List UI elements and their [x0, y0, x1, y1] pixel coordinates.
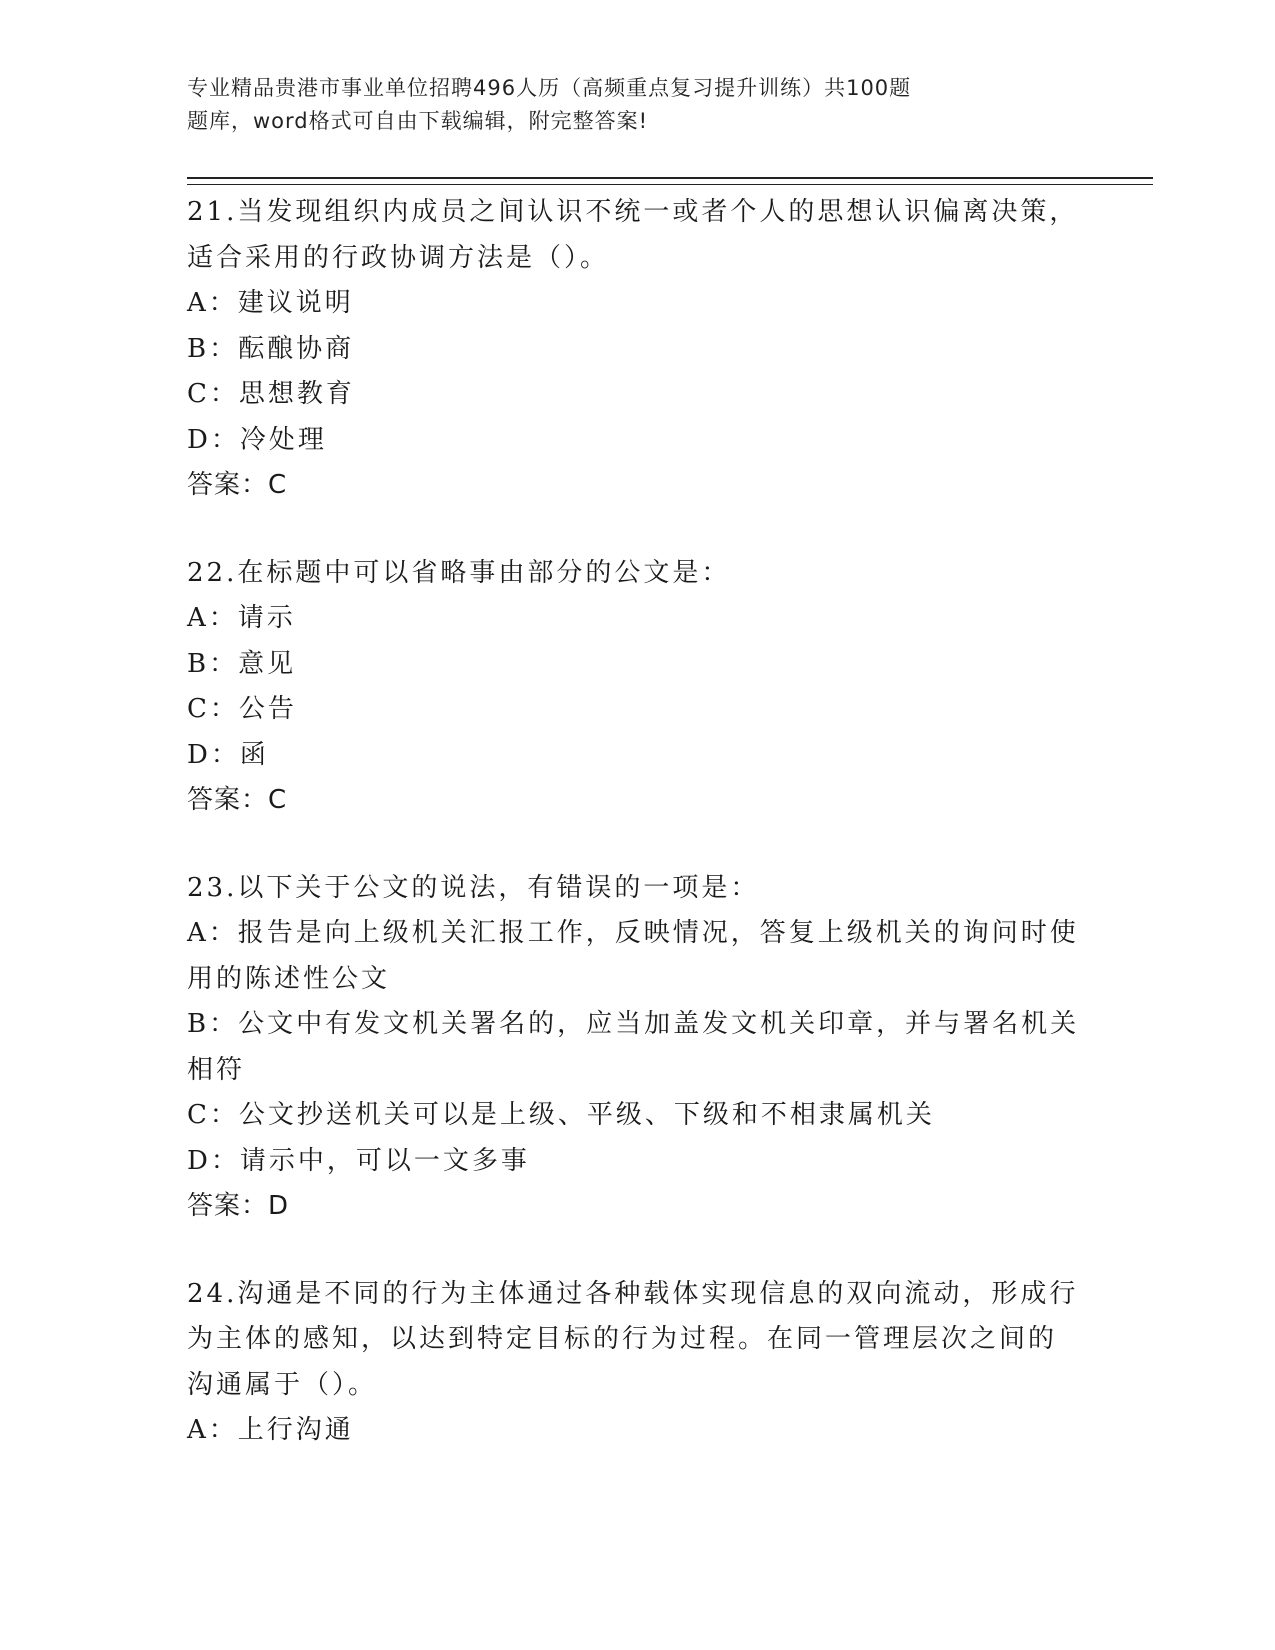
option-b: B：酝酿协商	[187, 333, 355, 364]
document-header	[187, 72, 1047, 138]
option-c: C：思想教育	[187, 379, 355, 409]
question-stem: 适合采用的行政协调方法是（）。	[187, 242, 610, 273]
question-list	[187, 190, 1087, 1454]
question-stem: 22.在标题中可以省略事由部分的公文是：	[187, 557, 731, 588]
answer: 答案：C	[187, 785, 288, 815]
option-c: C：公文抄送机关可以是上级、平级、下级和不相隶属机关	[187, 1100, 935, 1130]
question-21	[187, 190, 1087, 509]
question-stem: 21.当发现组织内成员之间认识不统一或者个人的思想认识偏离决策，	[187, 197, 1079, 227]
option-a: A：报告是向上级机关汇报工作，反映情况，答复上级机关的询问时使	[187, 918, 1079, 948]
header-divider-thick	[187, 177, 1153, 179]
header-line-1: 专业精品贵港市事业单位招聘496人历（高频重点复习提升训练）共100题	[187, 76, 912, 100]
option-a: A：上行沟通	[187, 1415, 354, 1445]
option-a: A：建议说明	[187, 288, 354, 318]
option-b-continued: 相符	[187, 1054, 246, 1085]
option-b: B：意见	[187, 648, 297, 679]
question-stem: 23.以下关于公文的说法，有错误的一项是：	[187, 872, 760, 903]
header-divider-thin	[187, 184, 1153, 185]
option-a-continued: 用的陈述性公文	[187, 963, 391, 994]
question-stem: 24.沟通是不同的行为主体通过各种载体实现信息的双向流动，形成行	[187, 1278, 1079, 1309]
question-stem: 沟通属于（）。	[187, 1369, 378, 1400]
question-stem: 为主体的感知，以达到特定目标的行为过程。在同一管理层次之间的	[187, 1324, 1058, 1354]
option-c: C：公告	[187, 694, 297, 724]
option-b: B：公文中有发文机关署名的，应当加盖发文机关印章，并与署名机关	[187, 1009, 1080, 1039]
header-line-2: 题库，word格式可自由下载编辑，附完整答案!	[187, 109, 649, 133]
option-d: D：请示中，可以一文多事	[187, 1145, 530, 1176]
option-a: A：请示	[187, 603, 296, 633]
question-23	[187, 866, 1087, 1230]
option-d: D：函	[187, 739, 269, 770]
option-d: D：冷处理	[187, 424, 327, 455]
question-24	[187, 1272, 1087, 1454]
answer: 答案：C	[187, 470, 288, 500]
question-22	[187, 551, 1087, 824]
answer: 答案：D	[187, 1191, 290, 1221]
